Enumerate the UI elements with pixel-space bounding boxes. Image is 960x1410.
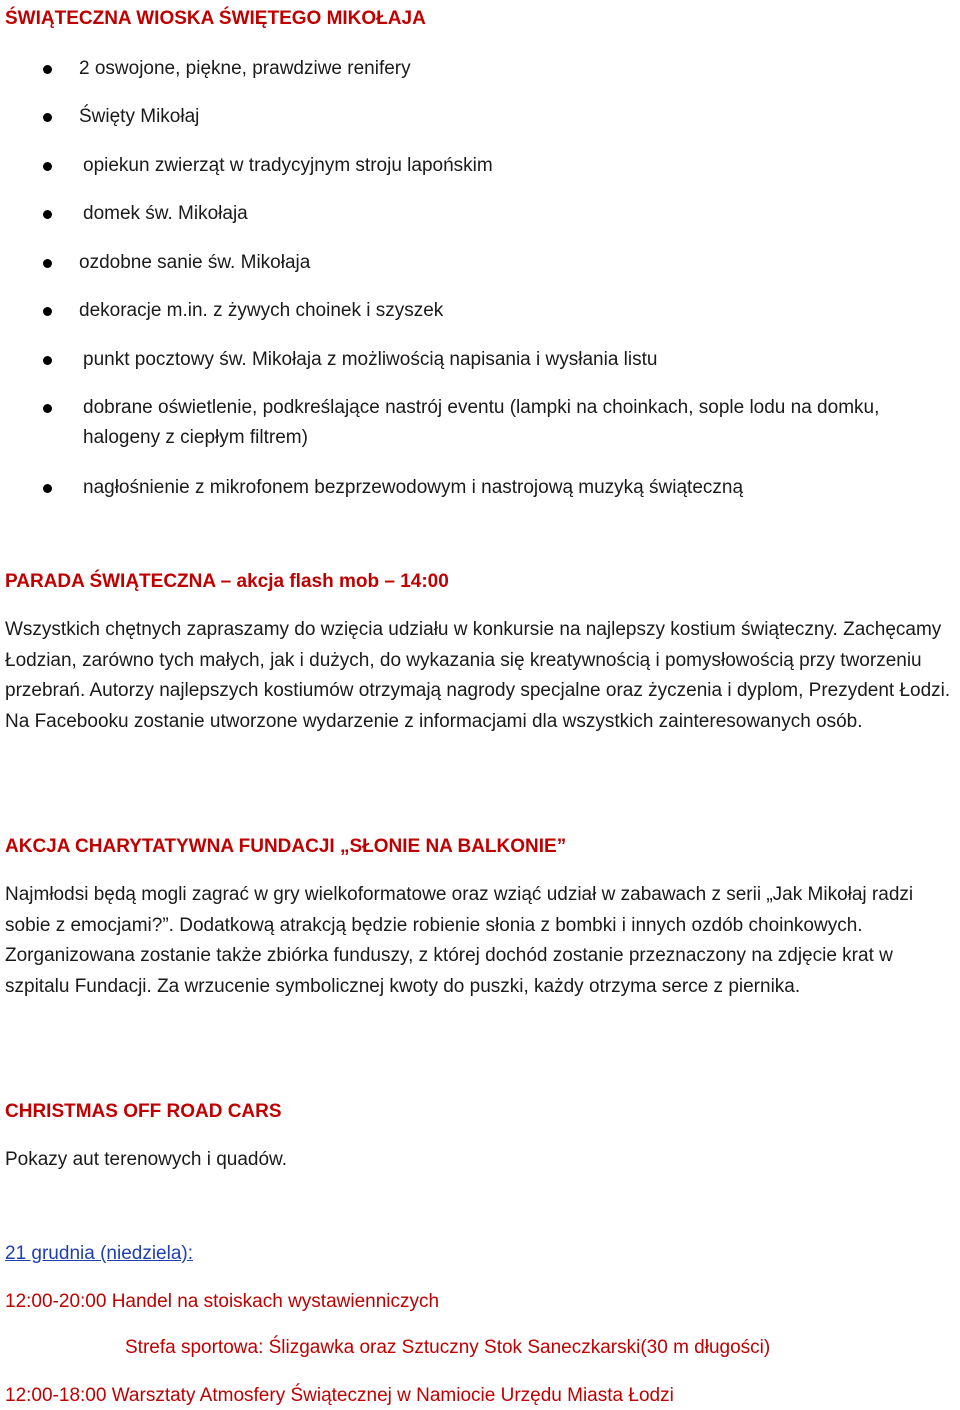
section-title-christmas-village: ŚWIĄTECZNA WIOSKA ŚWIĘTEGO MIKOŁAJA bbox=[5, 8, 426, 29]
list-item-text: opiekun zwierząt w tradycyjnym stroju lapońskim bbox=[83, 155, 493, 176]
bullet-icon bbox=[43, 113, 52, 122]
bullet-icon bbox=[43, 404, 52, 413]
section-title-parade: PARADA ŚWIĄTECZNA – akcja flash mob – 14:00 bbox=[5, 571, 449, 592]
list-item-text: Święty Mikołaj bbox=[79, 106, 200, 127]
list-item-text: 2 oswojone, piękne, prawdziwe renifery bbox=[79, 58, 411, 79]
bullet-icon bbox=[43, 259, 52, 268]
section-title-charity: AKCJA CHARYTATYWNA FUNDACJI „SŁONIE NA BALKONIE” bbox=[5, 836, 567, 857]
list-item-text: ozdobne sanie św. Mikołaja bbox=[79, 252, 311, 273]
parade-description: Wszystkich chętnych zapraszamy do wzięcia udziału w konkursie na najlepszy kostium świąteczny. Zachęcamy Łodzian, zarówno tych małych, jak i dużych, do wykazania się kreatywnością i pomysłowością przy tworzeniu przebrań. Autorzy najlepszych kostiumów otrzymają nagrody specjalne oraz życzenia i dyplom, Prezydent Łodzi. Na Facebooku zostanie utworzone wydarzenie z informacjami dla wszystkich zainteresowanych osób. bbox=[5, 619, 951, 732]
bullet-icon bbox=[43, 307, 52, 316]
bullet-icon bbox=[43, 484, 52, 493]
charity-description: Najmłodsi będą mogli zagrać w gry wielkoformatowe oraz wziąć udział w zabawach z serii „Jak Mikołaj radzi sobie z emocjami?”. Dodatkową atrakcją będzie robienie słonia z bombki i innych ozdób choinkowych. Zorganizowana zostanie także zbiórka funduszy, z której dochód zostanie przeznaczony na zdjęcie krat w szpitalu Fundacji. Za wrzucenie symbolicznej kwoty do puszki, każdy otrzyma serce z piernika. bbox=[5, 884, 914, 997]
list-item-text: punkt pocztowy św. Mikołaja z możliwością napisania i wysłania listu bbox=[83, 349, 658, 370]
schedule-line-workshops: 12:00-18:00 Warsztaty Atmosfery Świątecznej w Namiocie Urzędu Miasta Łodzi bbox=[5, 1385, 674, 1406]
schedule-line-sports-zone: Strefa sportowa: Ślizgawka oraz Sztuczny Stok Saneczkarski(30 m długości) bbox=[125, 1337, 771, 1358]
list-item-text: nagłośnienie z mikrofonem bezprzewodowym i nastrojową muzyką świąteczną bbox=[83, 477, 744, 498]
schedule-line-trade: 12:00-20:00 Handel na stoiskach wystawienniczych bbox=[5, 1291, 440, 1312]
schedule-date-link[interactable]: 21 grudnia (niedziela): bbox=[5, 1243, 194, 1264]
list-item-text: dekoracje m.in. z żywych choinek i szyszek bbox=[79, 300, 444, 321]
section-title-off-road: CHRISTMAS OFF ROAD CARS bbox=[5, 1101, 282, 1122]
bullet-icon bbox=[43, 162, 52, 171]
bullet-icon bbox=[43, 210, 52, 219]
list-item-text: dobrane oświetlenie, podkreślające nastrój eventu (lampki na choinkach, sople lodu na domku, halogeny z ciepłym filtrem) bbox=[83, 397, 880, 448]
bullet-icon bbox=[43, 65, 52, 74]
off-road-description: Pokazy aut terenowych i quadów. bbox=[5, 1149, 288, 1170]
list-item-text: domek św. Mikołaja bbox=[83, 203, 248, 224]
bullet-icon bbox=[43, 356, 52, 365]
